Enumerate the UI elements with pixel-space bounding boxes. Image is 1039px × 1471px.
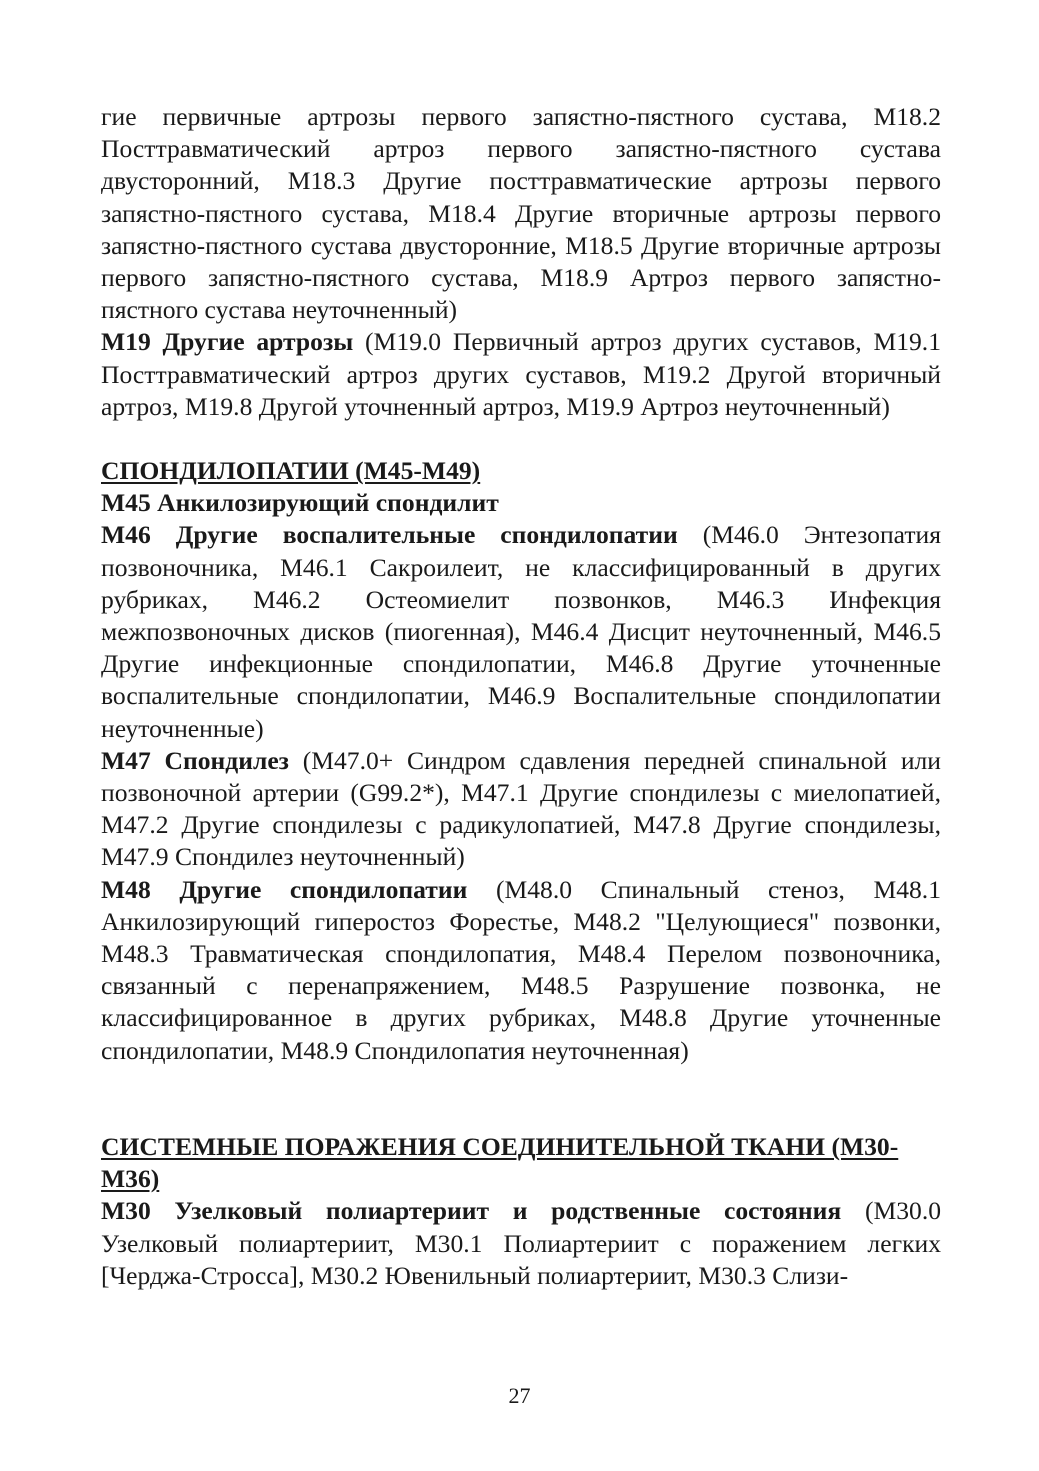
paragraph-m47: [101, 745, 941, 874]
code-title-m45: M45 Анкилозирующий спондилит: [101, 488, 499, 518]
section-heading-spondylopathies: СПОНДИЛОПАТИИ (M45-M49): [101, 456, 481, 486]
paragraph-m48: [101, 874, 941, 1067]
paragraph-m30: [101, 1195, 941, 1292]
paragraph-m19: [101, 326, 941, 423]
paragraph-text: (M46.0 Энтезопатия позвоночника, M46.1 Сакроилеит, не классифицированный в других рубриках, M46.2 Остеомиелит позвонков, M46.3 Инфекция межпозвоночных дисков (пиогенная), M46.4 Дисцит неуточненный, M46.5 Другие инфекционные спондилопатии, M46.8 Другие уточненные воспалительные спондилопатии, M46.9 Воспалительные спондилопатии неуточненные): [101, 520, 941, 743]
paragraph-m18-continuation: [101, 101, 941, 326]
code-title-m46: M46 Другие воспалительные спондилопатии: [101, 520, 678, 550]
paragraph-text: (M48.0 Спинальный стеноз, M48.1 Анкилозирующий гиперостоз Форестье, M48.2 "Целующиеся" позвонки, M48.3 Травматическая спондилопатия, M48.4 Перелом позвоночника, связанный с перенапряжением, M48.5 Разрушение позвонка, не классифицированное в других рубриках, M48.8 Другие уточненные спондилопатии, M48.9 Спондилопатия неуточненная): [101, 874, 941, 1065]
code-title-m19: M19 Другие артрозы: [101, 327, 354, 357]
code-title-m48: M48 Другие спондилопатии: [101, 874, 468, 904]
paragraph-text: (M30.0 Узелковый полиартериит, M30.1 Полиартериит с поражением легких [Черджа-Стросса], M30.2 Ювенильный полиартериит, M30.3 Слизи-: [101, 1196, 942, 1290]
section-spacer: [101, 423, 941, 455]
code-title-m30: M30 Узелковый полиартериит и родственные состояния: [101, 1196, 842, 1226]
paragraph-m45: [101, 487, 941, 519]
page-body: [101, 101, 941, 1292]
page-number: 27: [508, 1383, 531, 1408]
paragraph-text: гие первичные артрозы первого запястно-пястного сустава, M18.2 Посттравматический артроз первого запястно-пястного сустава двусторонний, M18.3 Другие посттравматические артрозы первого запястно-пястного сустава, M18.4 Другие вторичные артрозы первого запястно-пястного сустава двусторонние, M18.5 Другие вторичные артрозы первого запястно-пястного сустава, M18.9 Артроз первого запястно-пястного сустава неуточненный): [101, 102, 941, 325]
paragraph-m46: [101, 519, 941, 744]
section-spacer: [101, 1067, 941, 1131]
paragraph-text: (M47.0+ Синдром сдавления передней спинальной или позвоночной артерии (G99.2*), M47.1 Другие спондилезы с миелопатией, M47.2 Другие спондилезы с радикулопатией, M47.8 Другие спондилезы, M47.9 Спондилез неуточненный): [101, 745, 941, 872]
paragraph-text: (M19.0 Первичный артроз других суставов, M19.1 Посттравматический артроз других суставов, M19.2 Другой вторичный артроз, M19.8 Другой уточненный артроз, M19.9 Артроз неуточненный): [101, 327, 941, 421]
code-title-m47: M47 Спондилез: [101, 745, 289, 775]
section-heading-connective-tissue: СИСТЕМНЫЕ ПОРАЖЕНИЯ СОЕДИНИТЕЛЬНОЙ ТКАНИ (M30-M36): [101, 1131, 899, 1194]
